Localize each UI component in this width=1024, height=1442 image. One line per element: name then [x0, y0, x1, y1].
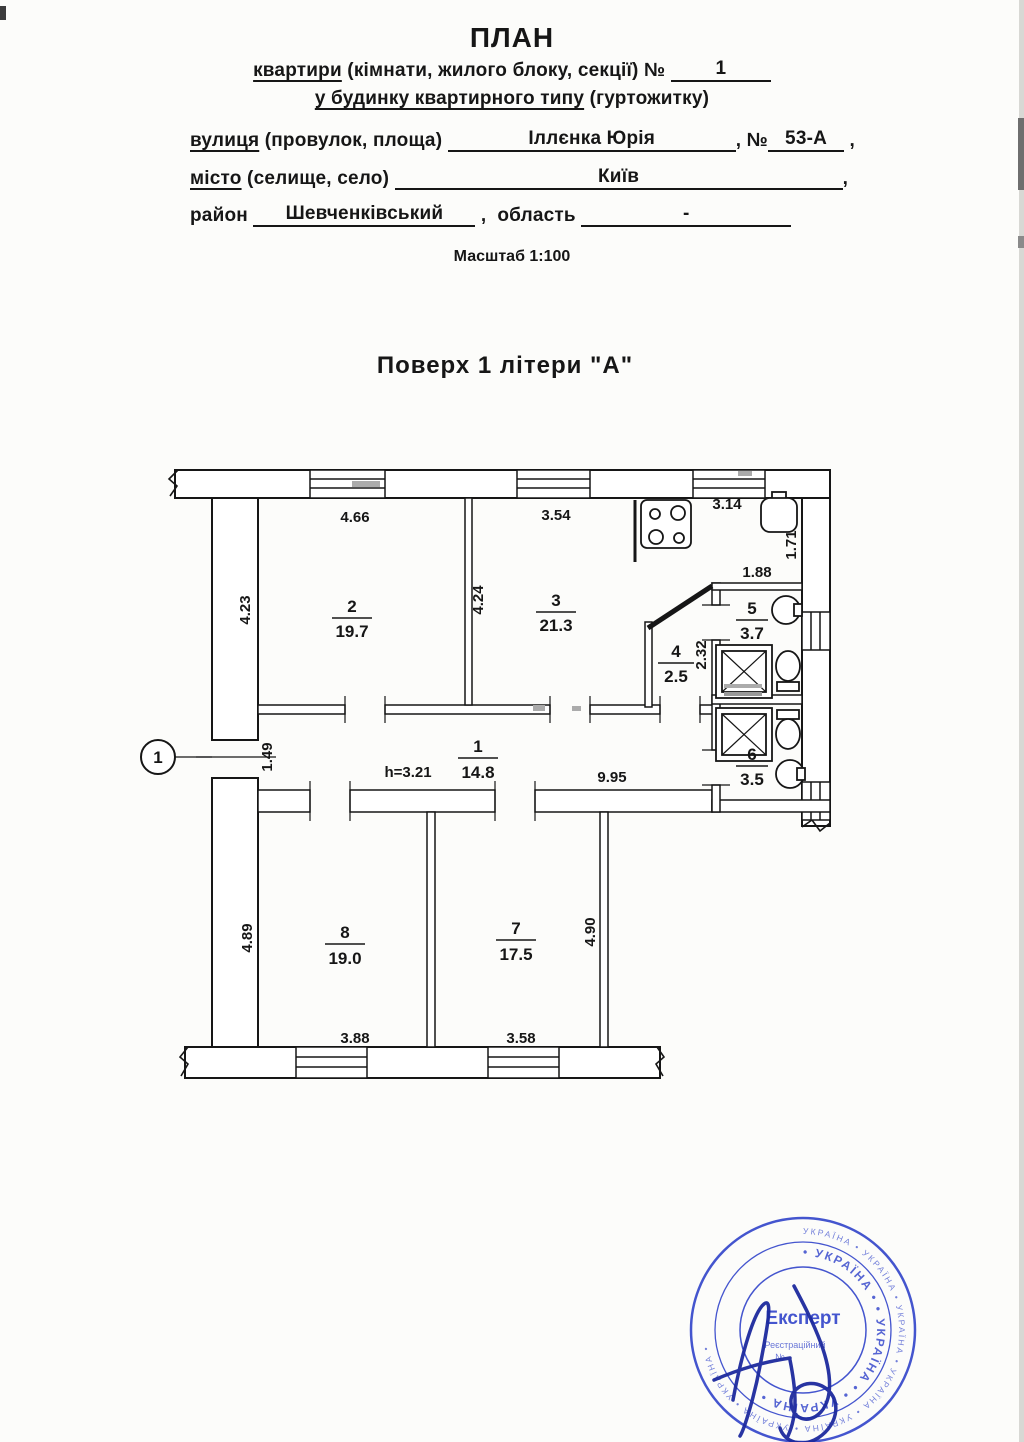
toilet-icon-room5 — [776, 651, 800, 691]
dim-room8-height: 4.89 — [239, 923, 256, 953]
street-tail: , — [849, 130, 856, 151]
wall-room4-left — [645, 622, 652, 707]
window-room7 — [488, 1047, 559, 1078]
hall-height-note: h=3.21 — [384, 764, 432, 781]
scan-edge-mark — [1018, 118, 1024, 190]
floor-plan — [120, 430, 880, 1120]
scan-edge-strip — [1019, 0, 1024, 1442]
kitchen-sink-icon — [761, 492, 797, 532]
stamp-reg-line1: Реєстраційний — [764, 1340, 826, 1350]
page-title: ПЛАН — [469, 22, 555, 53]
room8-number: 8 — [340, 923, 350, 942]
room7-area: 17.5 — [499, 945, 533, 964]
washbasin-icon-room5 — [772, 596, 802, 624]
room8-area: 19.0 — [328, 949, 362, 968]
window-room8 — [296, 1047, 367, 1078]
room5-number: 5 — [747, 599, 757, 618]
building-type-rest: (гуртожитку) — [584, 88, 710, 109]
dim-room8-width: 3.88 — [340, 1030, 370, 1047]
room2-area: 19.7 — [335, 622, 369, 641]
form-line-city — [190, 166, 848, 190]
region-label: область — [497, 205, 576, 226]
stamp-country-band-text: • УКРАЇНА • • УКРАЇНА • • УКРАЇНА • — [756, 1244, 889, 1416]
district-mid-comma: , — [480, 205, 487, 226]
window-room3 — [517, 470, 590, 498]
scan-edge-mark — [0, 6, 6, 20]
room4-area: 2.5 — [664, 667, 688, 686]
dim-hall-width: 9.95 — [597, 769, 627, 786]
stove-icon — [641, 500, 691, 548]
dim-room3-height: 4.24 — [470, 585, 487, 615]
dim-room7-width: 3.58 — [506, 1030, 536, 1047]
city-value: Київ — [395, 166, 843, 190]
wall-left-lower — [212, 778, 258, 1047]
apartment-label: квартири — [253, 60, 342, 81]
building-type-label: у будинку квартирного типу — [314, 88, 585, 109]
wall-room4-diagonal — [648, 586, 712, 628]
entrance-marker-number: 1 — [153, 748, 163, 767]
stamp-reg-line2: № — [775, 1352, 785, 1362]
room3-area: 21.3 — [539, 616, 573, 635]
street-value: Іллєнка Юрія — [448, 128, 736, 152]
dim-bath-width: 1.88 — [742, 564, 772, 581]
dim-hall-height: 1.49 — [259, 742, 276, 772]
room6-area: 3.5 — [740, 770, 764, 789]
district-label: район — [190, 205, 248, 226]
shower-icon-room5 — [716, 645, 772, 698]
street-number-value: 53-А — [768, 128, 844, 152]
scan-edge-mark — [1018, 236, 1024, 248]
scale-note: Масштаб 1:100 — [453, 248, 571, 265]
room4-number: 4 — [671, 642, 681, 661]
dim-room2-width: 4.66 — [340, 509, 370, 526]
apartment-number-value: 1 — [671, 58, 771, 82]
window-kitchen — [693, 470, 765, 498]
room5-area: 3.7 — [740, 624, 764, 643]
washbasin-icon-room6 — [776, 760, 805, 788]
wall-right — [802, 498, 830, 826]
room1-number: 1 — [473, 737, 483, 756]
stamp-center-text: Експерт — [765, 1308, 841, 1329]
dim-room4-height: 2.32 — [693, 640, 710, 670]
wall-corridor-bottom — [258, 790, 830, 812]
dim-room3-width: 3.54 — [541, 507, 571, 524]
street-label-paren: (провулок, площа) — [259, 130, 448, 151]
round-stamp — [660, 1205, 950, 1442]
stamp-outer-band-text: УКРАЇНА • УКРАЇНА • УКРАЇНА • УКРАЇНА • УКРАЇНА • УКРАЇНА • УКРАЇНА • — [700, 1225, 907, 1435]
form-line-apartment — [0, 58, 1024, 82]
region-value: - — [581, 203, 791, 227]
room1-area: 14.8 — [461, 763, 495, 782]
wall-room8-room7 — [427, 812, 435, 1047]
wall-bottom — [185, 1047, 660, 1078]
apartment-label-rest: (кімнати, жилого блоку, секції) № — [341, 60, 671, 81]
dim-kitchen-height: 1.71 — [783, 530, 800, 560]
city-tail: , — [842, 168, 849, 189]
stamp-middle-circle — [715, 1242, 891, 1418]
city-label: місто — [190, 168, 242, 189]
dim-room7-height: 4.90 — [582, 917, 599, 947]
floor-title: Поверх 1 літери "А" — [376, 352, 634, 379]
wall-room7-right — [600, 812, 608, 1047]
entrance-marker — [141, 740, 212, 774]
city-label-paren: (селище, село) — [241, 168, 395, 189]
room6-number: 6 — [747, 745, 757, 764]
room7-number: 7 — [511, 919, 521, 938]
street-number-label: , № — [735, 130, 769, 151]
dim-kitchen-width: 3.14 — [712, 496, 742, 513]
district-value: Шевченківський — [253, 203, 475, 227]
room3-number: 3 — [551, 591, 561, 610]
dim-room2-height: 4.23 — [237, 595, 254, 625]
form-line-district — [190, 203, 791, 227]
room2-number: 2 — [347, 597, 357, 616]
shower-icon-room6 — [716, 708, 772, 761]
toilet-icon-room6 — [776, 710, 800, 749]
form-line-street — [190, 128, 855, 152]
street-label: вулиця — [190, 130, 260, 151]
form-line-building-type — [0, 88, 1024, 110]
